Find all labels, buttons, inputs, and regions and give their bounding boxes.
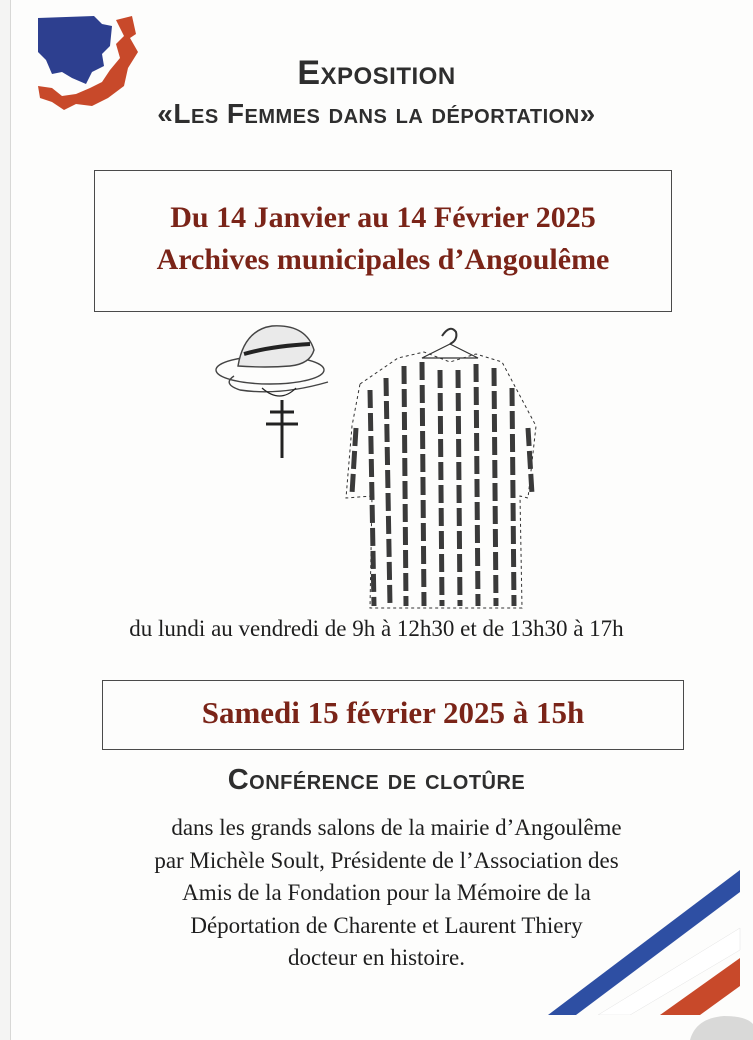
exhibition-label: Exposition — [297, 54, 456, 92]
exhibition-dates: Du 14 Janvier au 14 Février 2025 — [170, 201, 596, 234]
hat-cross-uniform-illustration — [210, 318, 550, 613]
description-line: docteur en histoire. — [288, 945, 465, 970]
tricolor-ribbon — [540, 870, 753, 1015]
description-line: par Michèle Soult, Présidente de l’Association des — [154, 847, 619, 873]
hat-icon — [216, 326, 328, 392]
dates-box — [94, 170, 672, 312]
lorraine-cross-icon — [262, 388, 298, 458]
opening-hours: du lundi au vendredi de 9h à 12h30 et de 13h30 à 17h — [129, 616, 624, 641]
striped-uniform-icon — [346, 329, 536, 608]
description-line: Amis de la Fondation pour la Mémoire de la — [182, 880, 591, 905]
description-line: Déportation de Charente et Laurent Thiery — [190, 912, 583, 938]
page-curl — [690, 1010, 753, 1040]
exhibition-title: «Les Femmes dans la déportation» — [157, 98, 596, 129]
exhibition-place: Archives municipales d’Angoulême — [156, 243, 610, 276]
conference-date: Samedi 15 février 2025 à 15h — [201, 695, 585, 730]
description-line: dans les grands salons de la mairie d’Angoulême — [171, 815, 622, 840]
conference-title: Conférence de clotûre — [227, 764, 526, 796]
event-box — [102, 680, 684, 750]
